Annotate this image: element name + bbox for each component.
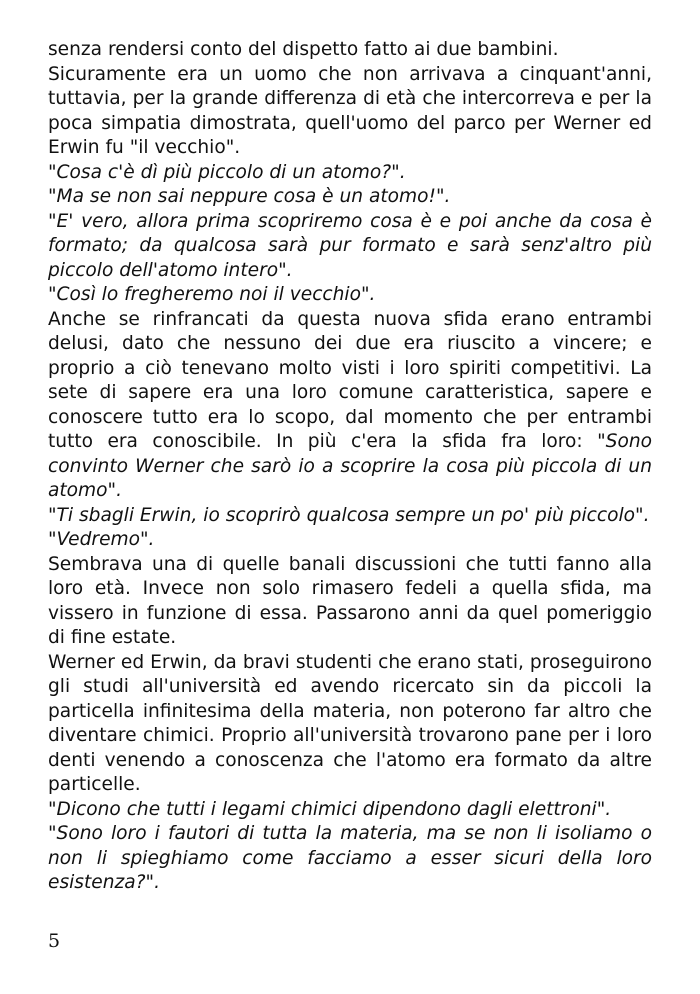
page-number: 5: [48, 930, 61, 952]
dialogue-line: "Sono loro i fautori di tutta la materia, ma se non li isoliamo o non li spieghiamo come facciamo a esser sicuri della loro esistenza?".: [48, 823, 652, 893]
dialogue-line: "Dicono che tutti i legami chimici dipendono dagli elettroni".: [48, 798, 612, 820]
dialogue-line: "Ma se non sai neppure cosa è un atomo!".: [48, 186, 451, 207]
dialogue-line: "Cosa c'è dì più piccolo di un atomo?".: [48, 161, 406, 183]
dialogue-line: "Così lo fregheremo noi il vecchio".: [48, 284, 376, 305]
dialogue-line: "E' vero, allora prima scopriremo cosa è e poi anche da cosa è formato; da qualcosa sarà pur formato e sarà senz'altro più piccolo dell'atomo intero".: [48, 210, 652, 281]
dialogue-line: "Ti sbagli Erwin, io scoprirò qualcosa sempre un po' più piccolo".: [48, 504, 650, 526]
page-body: [48, 38, 652, 896]
paragraph-text: Anche se rinfrancati da questa nuova sfida erano entrambi delusi, dato che nessuno dei due era riuscito a vincere; e proprio a ciò tenevano molto visti i loro spiriti competitivi. La sete di sapere era una loro comune caratteristica, sapere e conoscere tutto era lo scopo, dal momento che per entrambi tutto era conoscibile. In più c'era la sfida fra loro:: [48, 308, 652, 452]
paragraph: Werner ed Erwin, da bravi studenti che erano stati, proseguirono gli studi all'università ed avendo ricercato sin da piccoli la particella infinitesima della materia, non poterono far altro che diventare chimici. Proprio all'università trovarono pane per i loro denti venendo a conoscenza che l'atomo era formato da altre particelle.: [48, 651, 652, 795]
dialogue-line: "Vedremo".: [48, 529, 155, 550]
paragraph: senza rendersi conto del dispetto fatto ai due bambini.: [48, 39, 559, 60]
dialogue-inline: "Sono convinto Werner che sarò io a scoprire la cosa più piccola di un atomo".: [48, 431, 652, 501]
paragraph: Sembrava una di quelle banali discussioni che tutti fanno alla loro età. Invece non solo rimasero fedeli a quella sfida, ma vissero in funzione di essa. Passarono anni da quel pomeriggio di fine estate.: [48, 553, 652, 648]
paragraph: Sicuramente era un uomo che non arrivava a cinquant'anni, tuttavia, per la grande differenza di età che intercorreva e per la poca simpatia dimostrata, quell'uomo del parco per Werner ed Erwin fu "il vecchio".: [48, 63, 652, 158]
paragraph: [48, 308, 652, 504]
